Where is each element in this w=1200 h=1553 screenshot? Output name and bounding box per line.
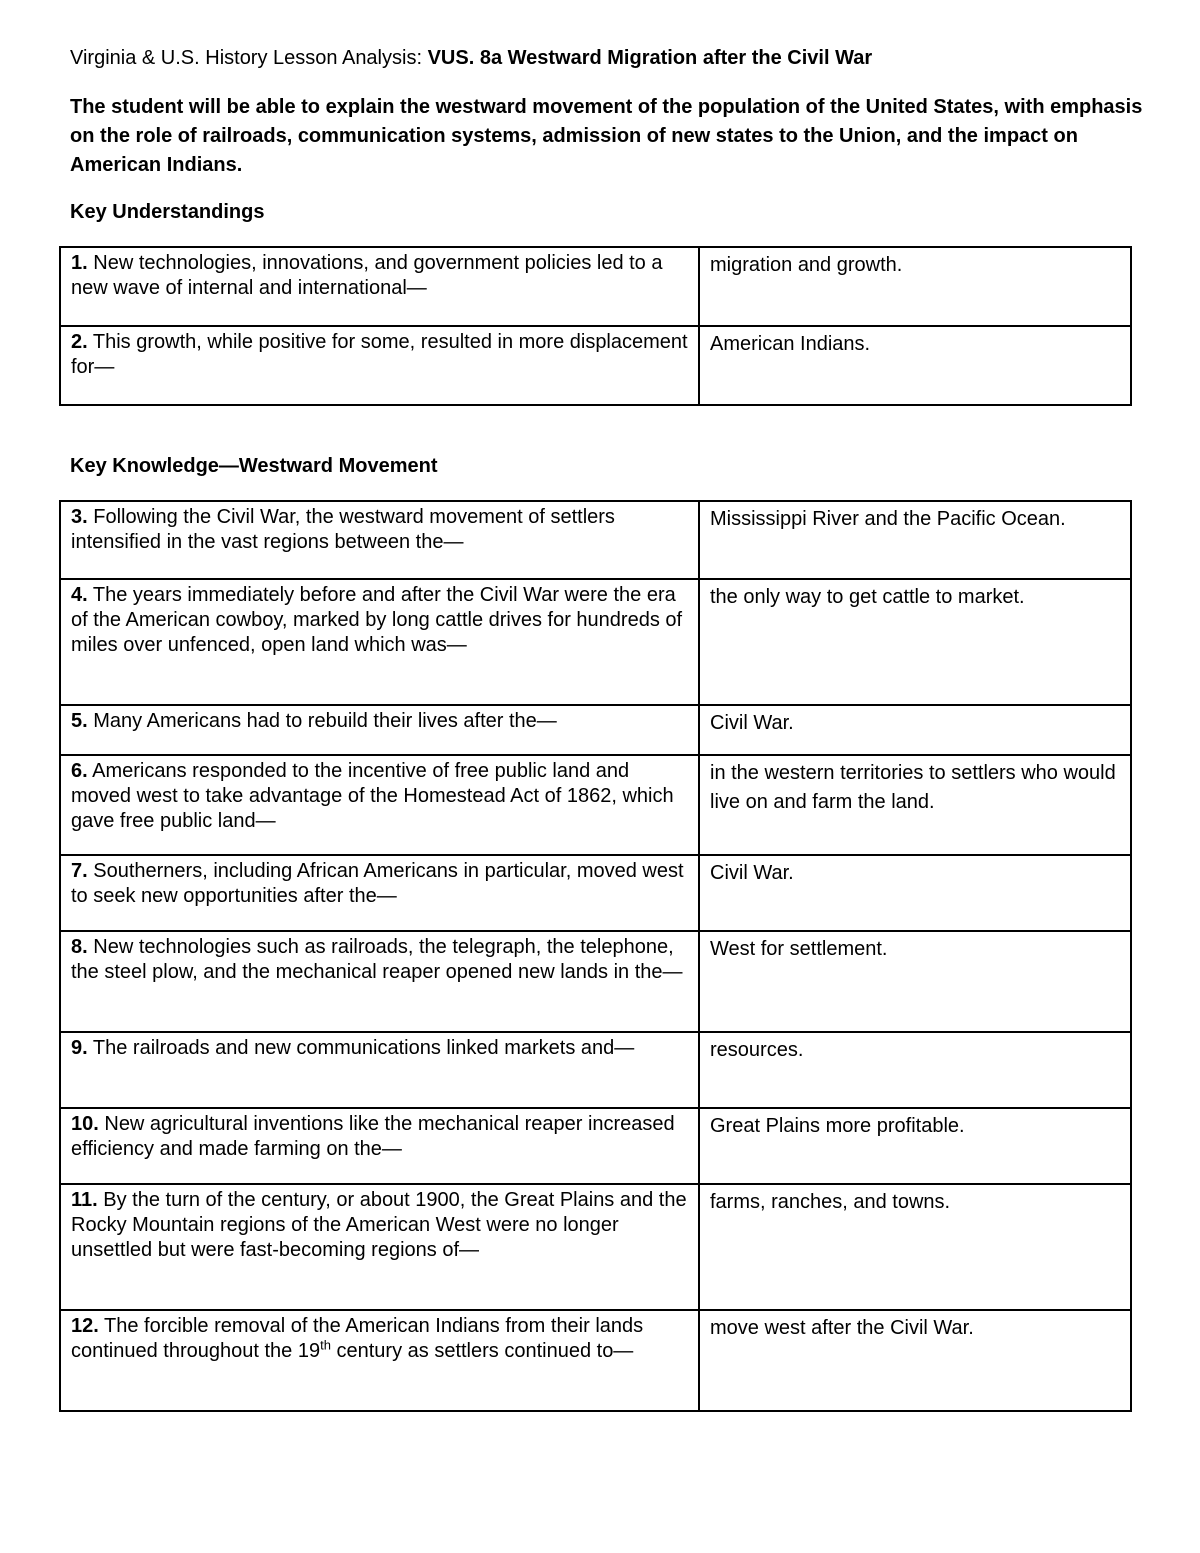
answer-cell: Great Plains more profitable. bbox=[699, 1108, 1131, 1184]
item-number: 12. bbox=[71, 1315, 99, 1337]
answer-cell: Civil War. bbox=[699, 855, 1131, 931]
prompt-cell bbox=[60, 855, 699, 931]
answer-cell: West for settlement. bbox=[699, 931, 1131, 1032]
prompt-text: This growth, while positive for some, resulted in more displacement for— bbox=[71, 331, 688, 378]
prompt-text: Many Americans had to rebuild their lives after the— bbox=[93, 710, 557, 732]
prompt-text: Southerners, including African Americans in particular, moved west to seek new opportunities after the— bbox=[71, 860, 684, 907]
item-number: 8. bbox=[71, 936, 88, 958]
table-row bbox=[60, 931, 1131, 1032]
prompt-text-continued: century as settlers continued to— bbox=[330, 1340, 634, 1362]
answer-cell: migration and growth. bbox=[699, 247, 1131, 326]
prompt-text: New technologies such as railroads, the telegraph, the telephone, the steel plow, and the mechanical reaper opened new lands in the— bbox=[71, 936, 683, 983]
answer-cell: resources. bbox=[699, 1032, 1131, 1108]
item-number: 3. bbox=[71, 506, 88, 528]
answer-cell: American Indians. bbox=[699, 326, 1131, 405]
item-number: 4. bbox=[71, 584, 88, 606]
table-row bbox=[60, 501, 1131, 579]
item-number: 2. bbox=[71, 331, 88, 353]
answer-cell: in the western territories to settlers who would live on and farm the land. bbox=[699, 755, 1131, 855]
prompt-cell bbox=[60, 705, 699, 755]
title-prefix: Virginia & U.S. History Lesson Analysis: bbox=[70, 47, 423, 69]
key-understandings-table bbox=[59, 246, 1132, 406]
prompt-text: The years immediately before and after the Civil War were the era of the American cowboy, marked by long cattle drives for hundreds of miles over unfenced, open land which was— bbox=[71, 584, 683, 656]
prompt-cell bbox=[60, 1184, 699, 1310]
table-row bbox=[60, 247, 1131, 326]
key-knowledge-heading: Key Knowledge—Westward Movement bbox=[70, 455, 438, 477]
prompt-cell bbox=[60, 501, 699, 579]
prompt-cell bbox=[60, 931, 699, 1032]
table-row bbox=[60, 855, 1131, 931]
item-number: 11. bbox=[71, 1189, 98, 1211]
prompt-cell bbox=[60, 1310, 699, 1411]
prompt-cell bbox=[60, 326, 699, 405]
prompt-cell bbox=[60, 1108, 699, 1184]
prompt-text: Americans responded to the incentive of free public land and moved west to take advantage of the Homestead Act of 1862, which gave free public land— bbox=[71, 760, 674, 832]
item-number: 9. bbox=[71, 1037, 88, 1059]
superscript: th bbox=[320, 1337, 331, 1353]
table-row bbox=[60, 326, 1131, 405]
prompt-text: New agricultural inventions like the mechanical reaper increased efficiency and made farming on the— bbox=[71, 1113, 675, 1160]
learning-objective: The student will be able to explain the westward movement of the population of the United States, with emphasis on the role of railroads, communication systems, admission of new states to the Union, and the impact on American Indians. bbox=[70, 96, 1143, 176]
table-row bbox=[60, 1310, 1131, 1411]
table-row bbox=[60, 705, 1131, 755]
answer-cell: the only way to get cattle to market. bbox=[699, 579, 1131, 705]
item-number: 1. bbox=[71, 252, 88, 274]
item-number: 10. bbox=[71, 1113, 99, 1135]
key-knowledge-table bbox=[59, 500, 1132, 1412]
prompt-text: By the turn of the century, or about 1900, the Great Plains and the Rocky Mountain regions of the American West were no longer unsettled but were fast-becoming regions of— bbox=[71, 1189, 687, 1261]
table-row bbox=[60, 1108, 1131, 1184]
prompt-cell bbox=[60, 247, 699, 326]
prompt-text: New technologies, innovations, and government policies led to a new wave of internal and international— bbox=[71, 252, 663, 299]
answer-cell: farms, ranches, and towns. bbox=[699, 1184, 1131, 1310]
table-row bbox=[60, 1032, 1131, 1108]
prompt-cell bbox=[60, 579, 699, 705]
document-title bbox=[70, 45, 872, 71]
title-lesson: VUS. 8a Westward Migration after the Civil War bbox=[427, 47, 873, 69]
key-understandings-heading: Key Understandings bbox=[70, 201, 265, 223]
answer-cell: move west after the Civil War. bbox=[699, 1310, 1131, 1411]
table-row bbox=[60, 1184, 1131, 1310]
table-row bbox=[60, 579, 1131, 705]
item-number: 7. bbox=[71, 860, 88, 882]
answer-cell: Mississippi River and the Pacific Ocean. bbox=[699, 501, 1131, 579]
prompt-cell bbox=[60, 1032, 699, 1108]
answer-cell: Civil War. bbox=[699, 705, 1131, 755]
prompt-cell bbox=[60, 755, 699, 855]
prompt-text: Following the Civil War, the westward movement of settlers intensified in the vast regions between the— bbox=[71, 506, 615, 553]
table-row bbox=[60, 755, 1131, 855]
prompt-text: The forcible removal of the American Indians from their lands continued throughout the 19 bbox=[71, 1315, 644, 1362]
prompt-text: The railroads and new communications linked markets and— bbox=[92, 1037, 635, 1059]
item-number: 5. bbox=[71, 710, 88, 732]
item-number: 6. bbox=[71, 760, 88, 782]
